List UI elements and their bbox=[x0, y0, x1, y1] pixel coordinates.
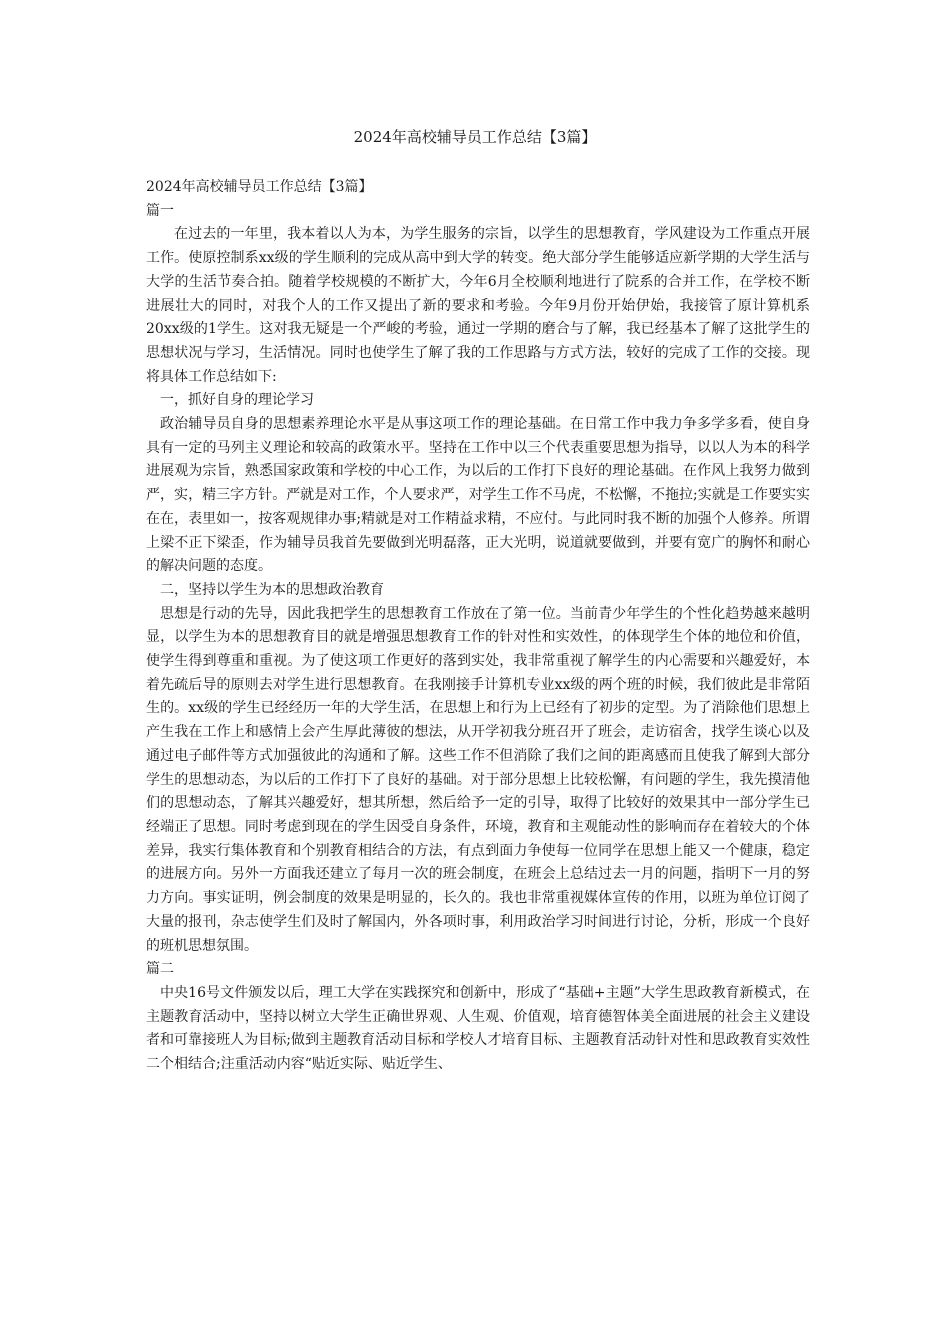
section1-heading: 一，抓好自身的理论学习 bbox=[160, 392, 314, 409]
document-title: 2024年高校辅导员工作总结【3篇】 bbox=[353, 128, 597, 146]
part2-label: 篇二 bbox=[146, 961, 174, 978]
section1-paragraph: 政治辅导员自身的思想素养理论水平是从事这项工作的理论基础。在日常工作中我力争多学多看，使自身具有一定的马列主义理论和较高的政策水平。坚持在工作中以三个代表重要思想为指导，以以人为本的科学进展观为宗旨，熟悉国家政策和学校的中心工作，为以后的工作打下良好的理论基础。在作风上我努力做到严，实，精三字方针。严就是对工作，个人要求严，对学生工作不马虎，不松懈，不拖拉;实就是工作要实实在在，表里如一，按客观规律办事;精就是对工作精益求精，不应付。与此同时我不断的加强个人修养。所谓上梁不正下梁歪，作为辅导员我首先要做到光明磊落，正大光明，说道就要做到，并要有宽广的胸怀和耐心的解决问题的态度。 bbox=[146, 416, 810, 575]
document-subtitle: 2024年高校辅导员工作总结【3篇】 bbox=[146, 179, 373, 195]
part2-paragraph: 中央16号文件颁发以后，理工大学在实践探究和创新中，形成了“基础+主题”大学生思政教育新模式，在主题教育活动中，坚持以树立大学生正确世界观、人生观、价值观，培育德智体美全面进展的社会主义建设者和可靠接班人为目标;做到主题教育活动目标和学校人才培育目标、主题教育活动针对性和思政教育实效性二个相结合;注重活动内容“贴近实际、贴近学生、 bbox=[146, 984, 810, 1073]
document-body bbox=[146, 176, 810, 1077]
section2-paragraph: 思想是行动的先导，因此我把学生的思想教育工作放在了第一位。当前青少年学生的个性化趋势越来越明显，以学生为本的思想教育目的就是增强思想教育工作的针对性和实效性，的体现学生个体的地位和价值，使学生得到尊重和重视。为了使这项工作更好的落到实处，我非常重视了解学生的内心需要和兴趣爱好，本着先疏后导的原则去对学生进行思想教育。在我刚接手计算机专业xx级的两个班的时候，我们彼此是非常陌生的。xx级的学生已经经历一年的大学生活，在思想上和行为上已经有了初步的定型。为了消除他们思想上产生我在工作上和感情上会产生厚此薄彼的想法，从开学初我分班召开了班会，走访宿舍，找学生谈心以及通过电子邮件等方式加强彼此的沟通和了解。这些工作不但消除了我们之间的距离感而且使我了解到大部分学生的思想动态，为以后的工作打下了良好的基础。对于部分思想上比较松懈，有问题的学生，我先摸清他们的思想动态，了解其兴趣爱好，想其所想，然后给予一定的引导，取得了比较好的效果其中一部分学生已经端正了思想。同时考虑到现在的学生因受自身条件，环境，教育和主观能动性的影响而存在着较大的个体差异，我实行集体教育和个别教育相结合的方法，有点到面力争使每一位同学在思想上能又一个健康，稳定的进展方向。另外一方面我还建立了每月一次的班会制度，在班会上总结过去一月的问题，指明下一月的努力方向。事实证明，例会制度的效果是明显的，长久的。我也非常重视媒体宣传的作用，以班为单位订阅了大量的报刊，杂志使学生们及时了解国内，外各项时事，利用政治学习时间进行讨论，分析，形成一个良好的班机思想氛围。 bbox=[146, 605, 810, 954]
part1-label: 篇一 bbox=[146, 202, 174, 219]
part1-paragraph: 在过去的一年里，我本着以人为本，为学生服务的宗旨，以学生的思想教育，学风建设为工作重点开展工作。使原控制系xx级的学生顺利的完成从高中到大学的转变。绝大部分学生能够适应新学期的大学生活与大学的生活节奏合拍。随着学校规模的不断扩大，今年6月全校顺利地进行了院系的合并工作，在学校不断进展壮大的同时，对我个人的工作又提出了新的要求和考验。今年9月份开始伊始，我接管了原计算机系20xx级的1学生。这对我无疑是一个严峻的考验，通过一学期的磨合与了解，我已经基本了解了这批学生的思想状况与学习，生活情况。同时也使学生了解了我的工作思路与方式方法，较好的完成了工作的交接。现将具体工作总结如下: bbox=[146, 226, 810, 385]
section2-heading: 二，坚持以学生为本的思想政治教育 bbox=[160, 581, 384, 598]
